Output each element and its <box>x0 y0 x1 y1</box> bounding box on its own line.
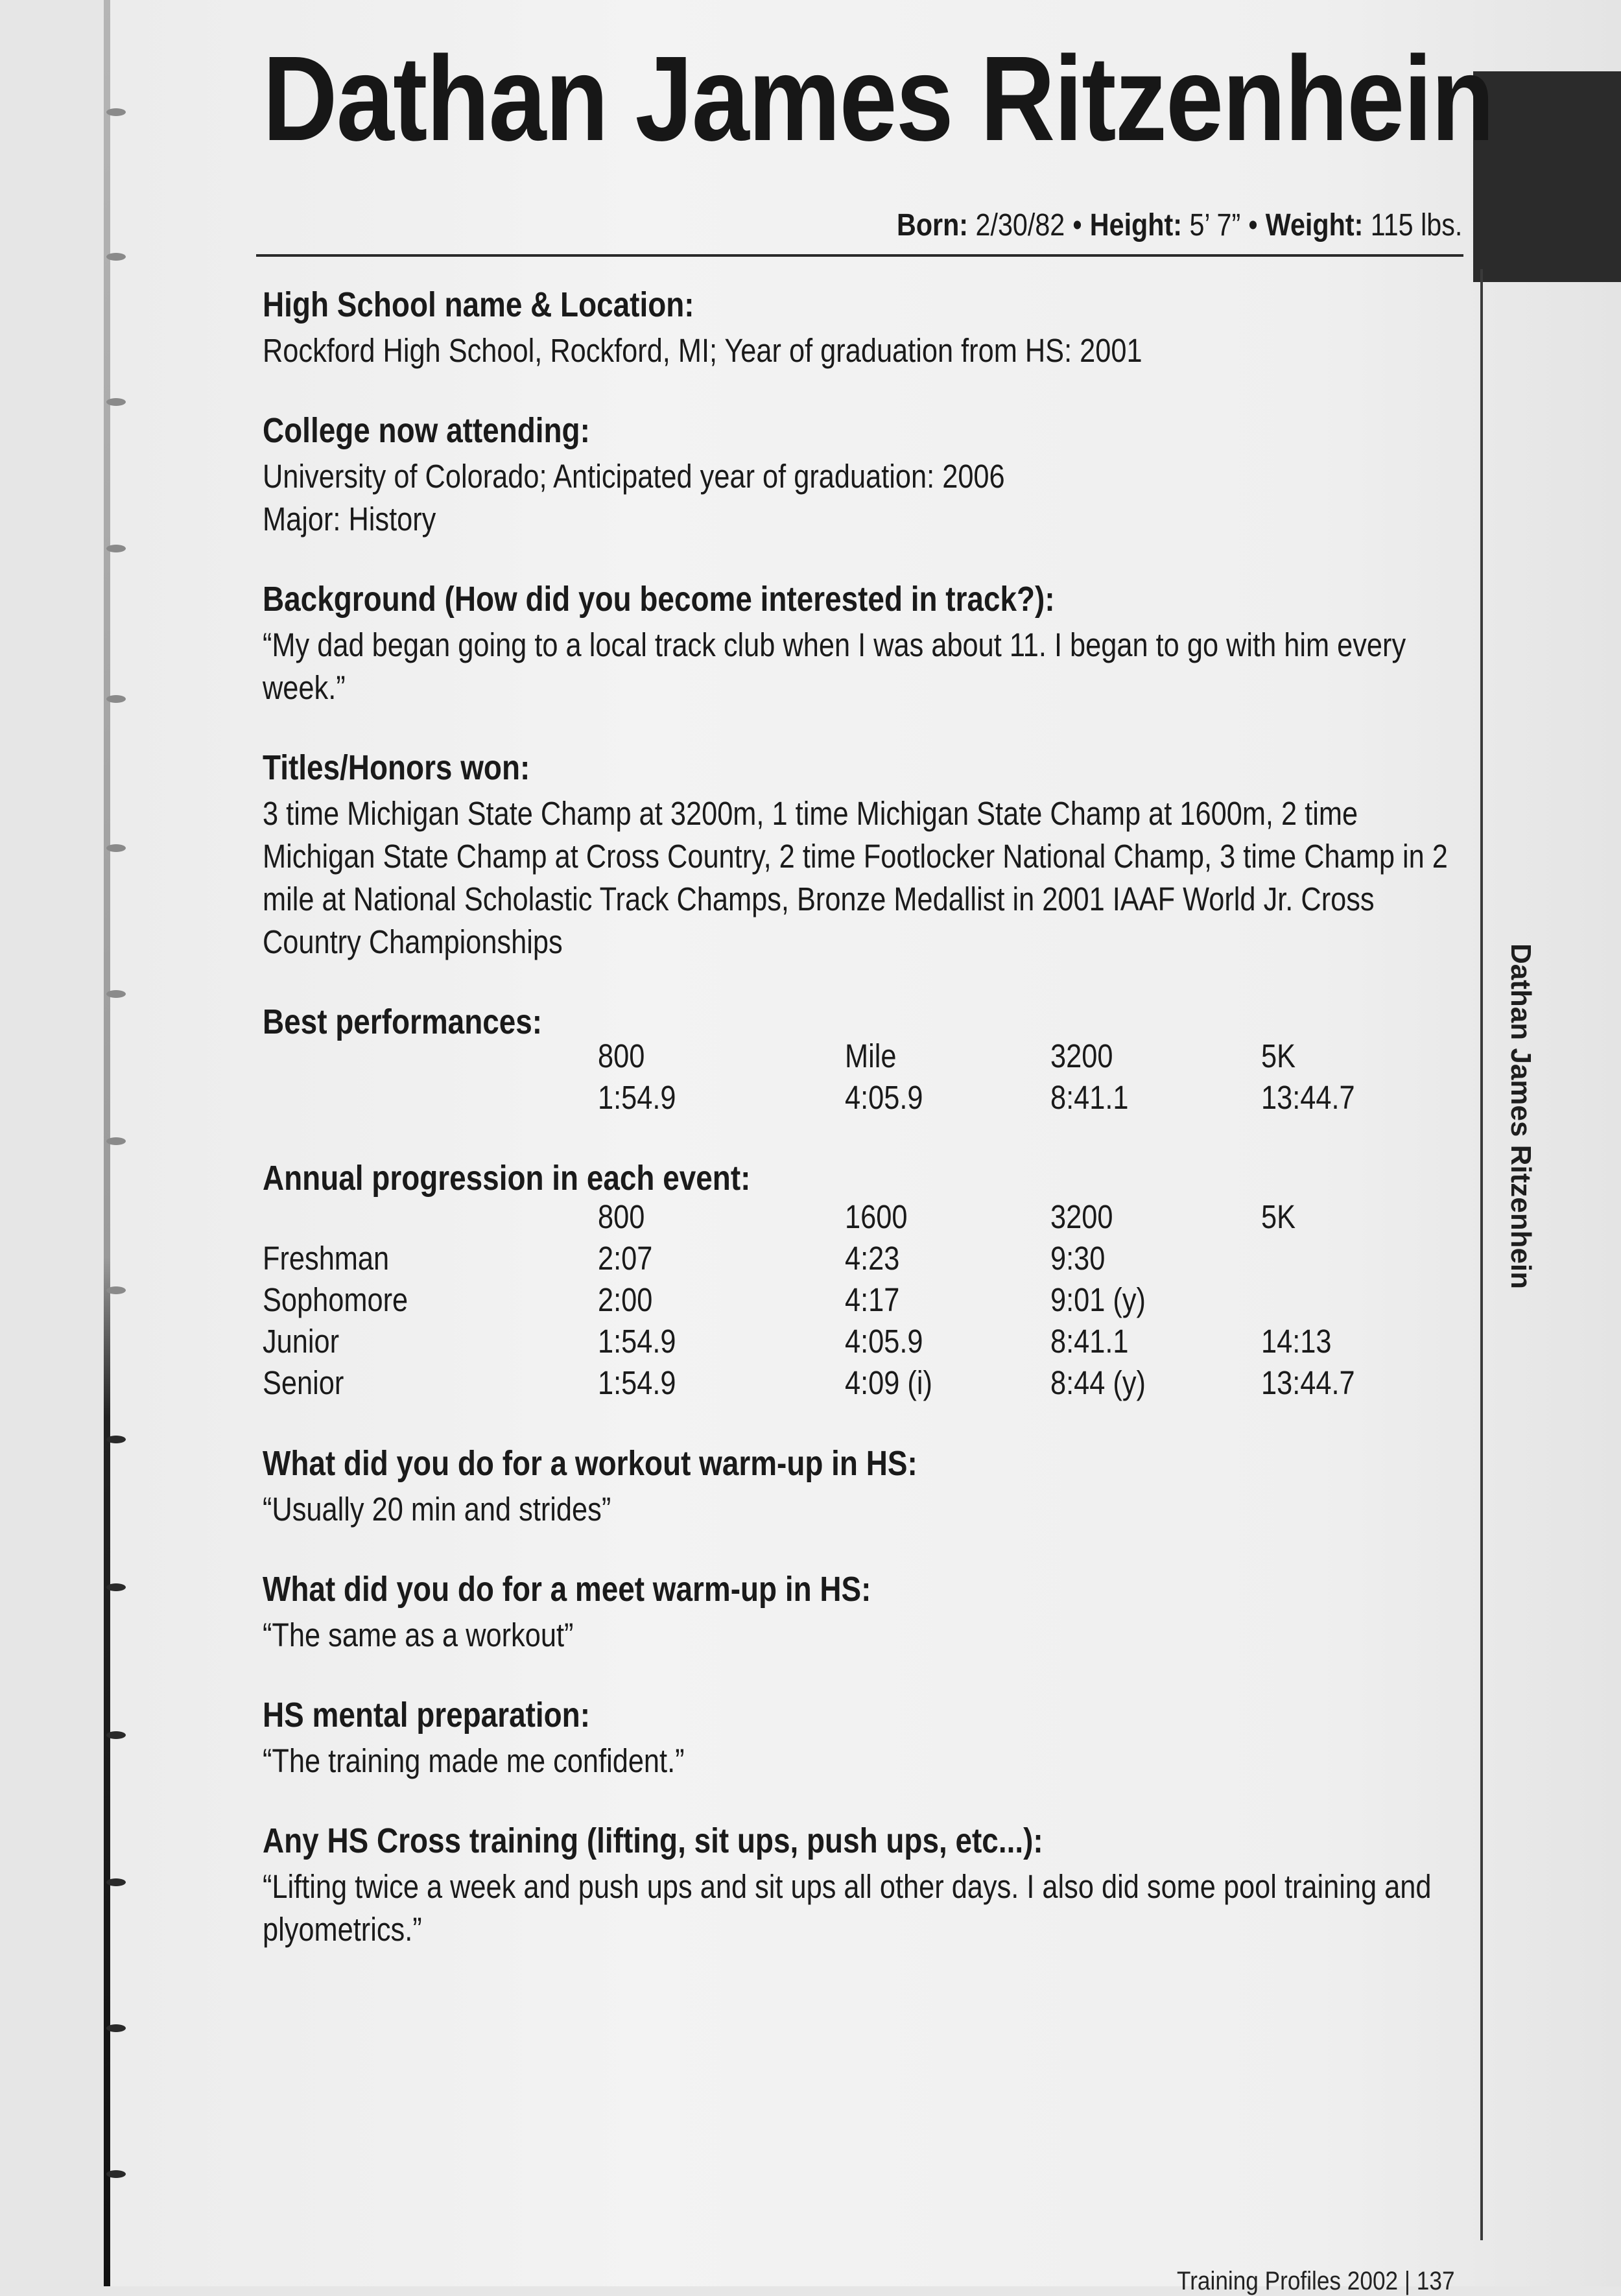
mental-preparation-section <box>263 1694 1469 1782</box>
titles-heading: Titles/Honors won: <box>263 748 530 787</box>
time-cell: 13:44.7 <box>1261 1364 1355 1402</box>
time-cell: 9:30 <box>1050 1240 1106 1277</box>
time-cell: 4:05.9 <box>845 1079 923 1117</box>
year-cell: Sophomore <box>263 1281 408 1319</box>
binding-hole <box>104 843 128 853</box>
page-title: Dathan James Ritzenhein <box>263 32 1494 166</box>
binding-hole <box>104 694 128 704</box>
meet-warmup-section <box>263 1568 1469 1657</box>
height-label: Height: <box>1089 208 1182 243</box>
cross-training-section <box>263 1820 1469 1951</box>
titles-text: 3 time Michigan State Champ at 3200m, 1 time Michigan State Champ at 1600m, 2 time Michigan State Champ at Cross Country, 2 time Footlocker National Champ, 3 time Champ in 2 mile at National Scholastic Track Champs, Bronze Medallist in 2001 IAAF World Jr. Cross Country Championships <box>263 794 1448 960</box>
college-line: University of Colorado; Anticipated year of graduation: 2006 <box>263 457 1005 495</box>
binding-hole <box>104 397 128 407</box>
cross-training-text: “Lifting twice a week and push ups and sit ups all other days. I also did some pool training and plyometrics.” <box>263 1867 1432 1948</box>
time-cell: 13:44.7 <box>1261 1079 1355 1117</box>
high-school-heading: High School name & Location: <box>263 285 694 324</box>
time-cell: 4:05.9 <box>845 1323 923 1360</box>
binding-hole <box>104 989 128 999</box>
high-school-section <box>263 284 1469 372</box>
titles-section <box>263 747 1469 964</box>
time-cell: 1:54.9 <box>598 1364 676 1402</box>
year-cell: Freshman <box>263 1240 390 1277</box>
progression-table <box>263 1198 1469 1405</box>
table-row <box>263 1078 1469 1120</box>
progression-heading: Annual progression in each event: <box>263 1159 751 1198</box>
background-heading: Background (How did you become interested in track?): <box>263 579 1055 619</box>
best-performances-section <box>263 1001 1469 1120</box>
binding-hole <box>104 107 128 117</box>
progression-section <box>263 1157 1469 1405</box>
workout-warmup-section <box>263 1443 1469 1531</box>
born-label: Born: <box>896 208 968 243</box>
table-row <box>263 1322 1469 1364</box>
time-cell: 2:00 <box>598 1281 653 1319</box>
column-header: 5K <box>1261 1198 1296 1236</box>
corner-tab <box>1473 71 1621 282</box>
binding-hole <box>104 2169 128 2179</box>
time-cell: 1:54.9 <box>598 1079 676 1117</box>
mental-preparation-text: “The training made me confident.” <box>263 1742 685 1779</box>
profile-content <box>263 284 1469 1989</box>
year-cell: Junior <box>263 1323 340 1360</box>
mental-preparation-heading: HS mental preparation: <box>263 1696 590 1734</box>
time-cell: 4:17 <box>845 1281 900 1319</box>
best-performances-table <box>263 1037 1469 1120</box>
table-row <box>263 1239 1469 1281</box>
side-divider <box>1480 269 1483 2240</box>
time-cell: 4:23 <box>845 1240 900 1277</box>
column-header: 3200 <box>1050 1037 1113 1075</box>
binding-hole <box>104 1877 128 1888</box>
time-cell: 8:41.1 <box>1050 1323 1129 1360</box>
college-heading: College now attending: <box>263 410 590 450</box>
binding-hole <box>104 1730 128 1740</box>
table-row <box>263 1281 1469 1322</box>
binding-hole <box>104 1434 128 1445</box>
workout-warmup-text: “Usually 20 min and strides” <box>263 1491 611 1528</box>
binding-hole <box>104 1136 128 1146</box>
table-row <box>263 1364 1469 1405</box>
height-value: 5’ 7” <box>1189 208 1240 243</box>
column-header: 800 <box>598 1198 645 1236</box>
binding-hole <box>104 252 128 262</box>
table-header-row <box>263 1198 1469 1239</box>
meet-warmup-text: “The same as a workout” <box>263 1616 574 1653</box>
binding-hole <box>104 2023 128 2033</box>
cross-training-heading: Any HS Cross training (lifting, sit ups, push ups, etc...): <box>263 1821 1043 1860</box>
side-running-title: Dathan James Ritzenhein <box>1505 943 1537 1290</box>
vital-stats <box>897 207 1462 243</box>
time-cell: 8:41.1 <box>1050 1079 1129 1117</box>
column-header: 1600 <box>845 1198 908 1236</box>
year-cell: Senior <box>263 1364 344 1402</box>
page-footer: Training Profiles 2002 | 137 <box>1177 2267 1455 2295</box>
column-header: 800 <box>598 1037 645 1075</box>
meet-warmup-heading: What did you do for a meet warm-up in HS: <box>263 1570 871 1609</box>
workout-warmup-heading: What did you do for a workout warm-up in HS: <box>263 1444 917 1484</box>
time-cell: 14:13 <box>1261 1323 1332 1360</box>
binding-hole <box>104 1285 128 1296</box>
time-cell: 9:01 (y) <box>1050 1281 1146 1319</box>
college-section <box>263 410 1469 541</box>
time-cell: 1:54.9 <box>598 1323 676 1360</box>
background-section <box>263 578 1469 709</box>
binding-hole <box>104 543 128 554</box>
table-header-row <box>263 1037 1469 1078</box>
time-cell: 2:07 <box>598 1240 653 1277</box>
column-header: 3200 <box>1050 1198 1113 1236</box>
time-cell: 4:09 (i) <box>845 1364 932 1402</box>
bullet-separator: • <box>1248 208 1258 243</box>
high-school-text: Rockford High School, Rockford, MI; Year of graduation from HS: 2001 <box>263 331 1142 369</box>
best-performances-heading: Best performances: <box>263 1002 543 1041</box>
column-header: 5K <box>1261 1037 1296 1075</box>
title-divider <box>256 254 1463 257</box>
born-value: 2/30/82 <box>975 208 1065 243</box>
major-line: Major: History <box>263 500 436 538</box>
weight-label: Weight: <box>1265 208 1364 243</box>
weight-value: 115 lbs. <box>1370 208 1462 243</box>
column-header: Mile <box>845 1037 897 1075</box>
time-cell: 8:44 (y) <box>1050 1364 1146 1402</box>
bullet-separator: • <box>1072 208 1082 243</box>
binding-hole <box>104 1582 128 1592</box>
background-text: “My dad began going to a local track club when I was about 11. I began to go with him every week.” <box>263 626 1406 706</box>
